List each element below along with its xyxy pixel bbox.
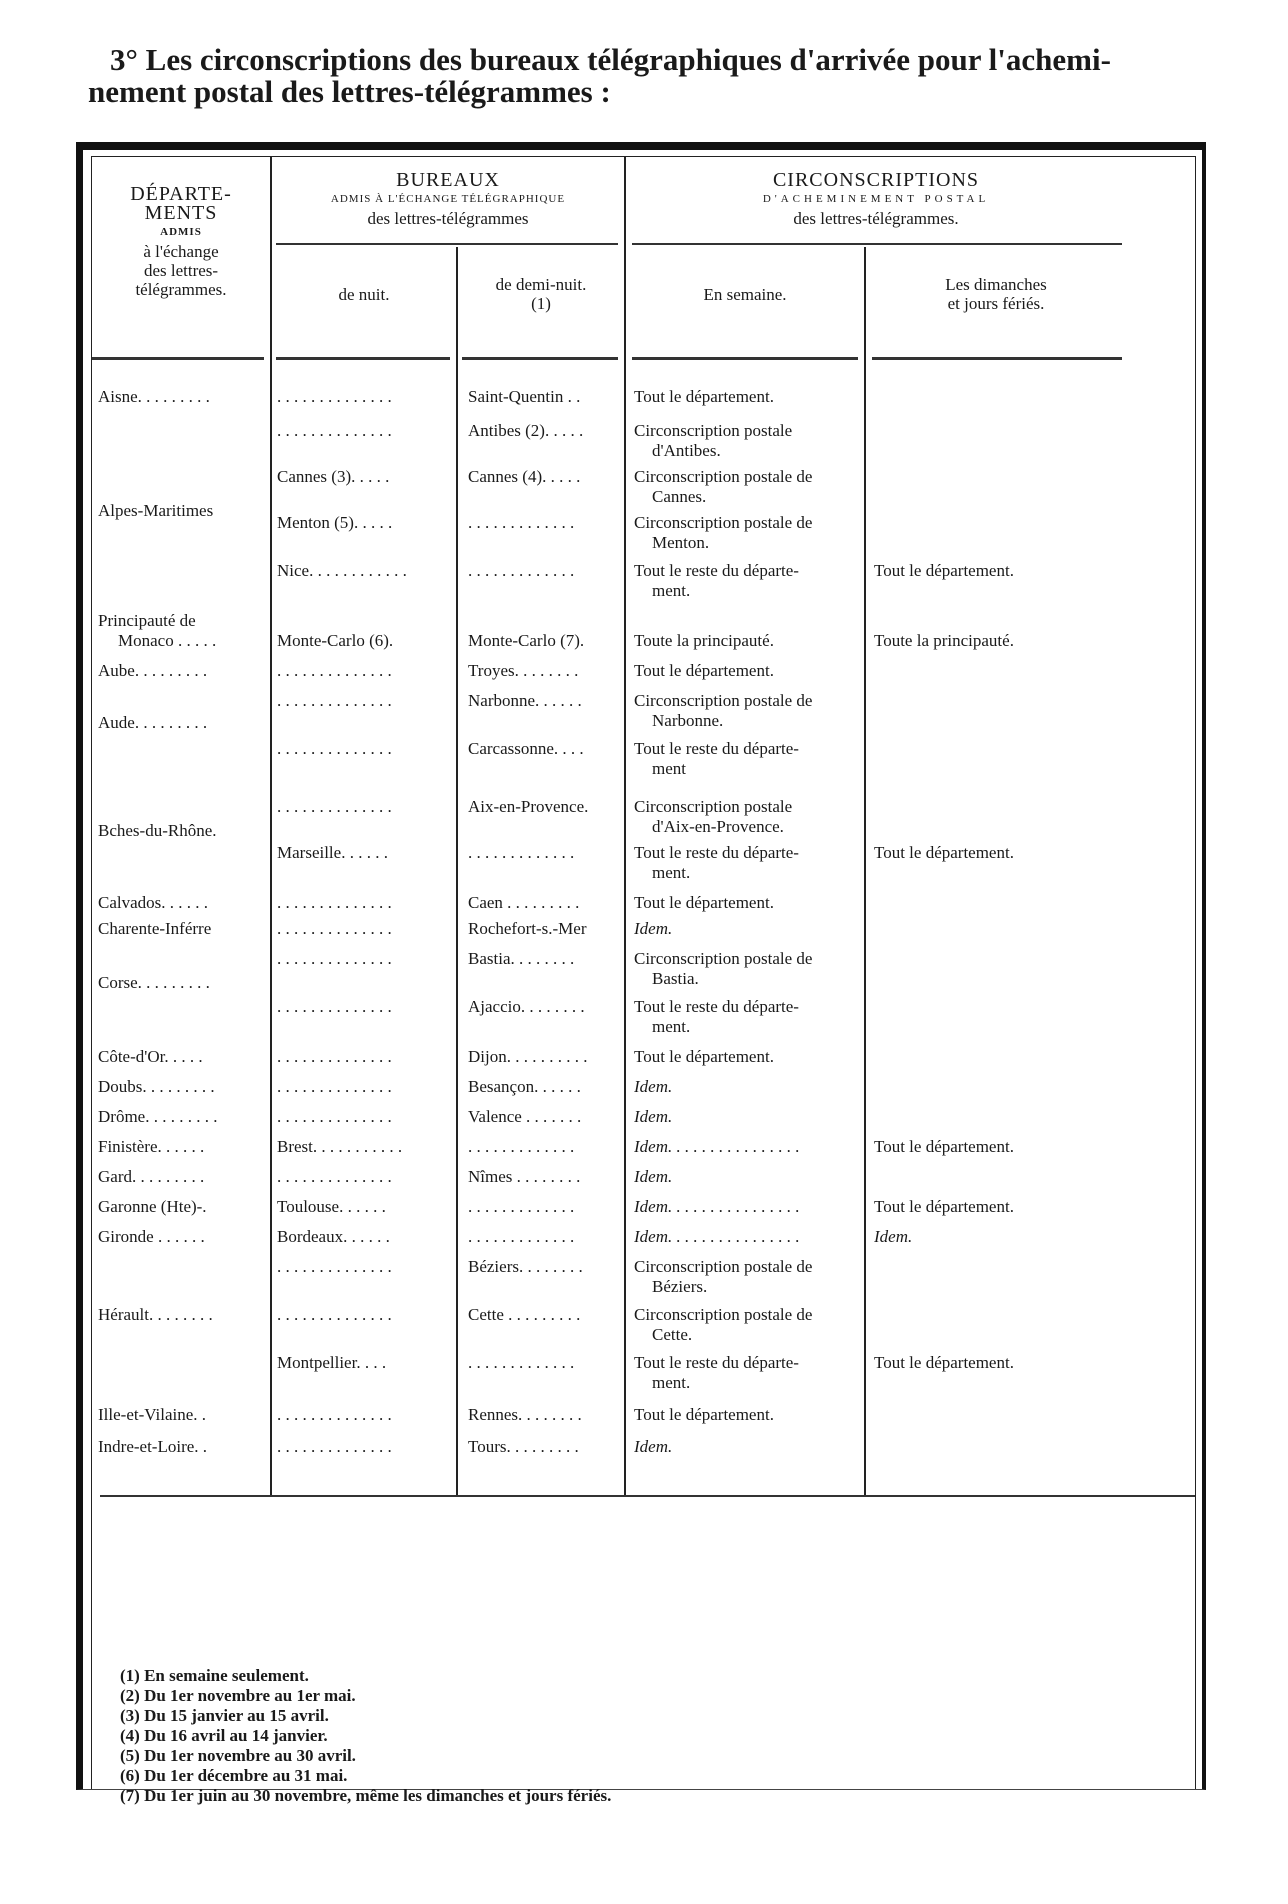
demi-cell: Carcassonne. . . .	[468, 739, 584, 758]
nuit-cell: . . . . . . . . . . . . . .	[277, 919, 392, 938]
dimanche-cell: Tout le département.	[874, 1353, 1014, 1372]
intro-paragraph: 3° Les circonscriptions des bureaux télégraphiques d'arrivée pour l'achemi-nement postal des lettres-télégrammes :	[88, 42, 1111, 109]
header-circ-line3: des lettres-télégrammes.	[793, 209, 959, 228]
semaine-line1: Tout le reste du départe-	[634, 843, 799, 862]
semaine-line1: Tout le reste du départe-	[634, 997, 799, 1016]
semaine-line2: d'Aix-en-Provence.	[652, 817, 784, 836]
nuit-cell: Nice. . . . . . . . . . . .	[277, 561, 407, 580]
semaine-cell: Idem.	[634, 1167, 673, 1186]
demi-cell: Nîmes . . . . . . . .	[468, 1167, 581, 1186]
footnotes	[120, 1666, 1120, 1806]
nuit-cell: . . . . . . . . . . . . . .	[277, 1047, 392, 1066]
footnote-item: (2) Du 1er novembre au 1er mai.	[120, 1686, 356, 1705]
dept-cell: Drôme. . . . . . . . .	[98, 1107, 218, 1126]
demi-cell: Troyes. . . . . . . .	[468, 661, 579, 680]
nuit-cell: . . . . . . . . . . . . . .	[277, 1077, 392, 1096]
header-bureaux-line2: ADMIS À L'ÉCHANGE TÉLÉGRAPHIQUE	[330, 193, 566, 205]
semaine-cell	[634, 1305, 864, 1345]
header-dim-line1: Les dimanches	[945, 275, 1047, 294]
header-circonscriptions	[626, 171, 1126, 228]
demi-cell: Cannes (4). . . . .	[468, 467, 581, 486]
semaine-cell	[634, 843, 864, 883]
dept-cell: Aisne. . . . . . . . .	[98, 387, 210, 406]
demi-cell: Aix-en-Provence.	[468, 797, 589, 816]
header-bureaux-line3: des lettres-télégrammes	[367, 209, 529, 228]
dept-cell: Calvados. . . . . .	[98, 893, 209, 912]
header-dim-line2: et jours fériés.	[947, 294, 1045, 313]
semaine-line1: Circonscription postale	[634, 421, 793, 440]
dept-line1: Principauté de	[98, 611, 196, 630]
nuit-cell: . . . . . . . . . . . . . .	[277, 1167, 392, 1186]
semaine-line2: Narbonne.	[652, 711, 724, 730]
dept-cell: Garonne (Hte)-.	[98, 1197, 207, 1216]
dimanche-cell: Idem.	[874, 1227, 913, 1246]
semaine-line1: Tout le reste du départe-	[634, 1353, 799, 1372]
demi-cell: Béziers. . . . . . . .	[468, 1257, 583, 1276]
nuit-cell: . . . . . . . . . . . . . .	[277, 797, 392, 816]
dimanche-cell: Tout le département.	[874, 1197, 1014, 1216]
semaine-line1: Circonscription postale de	[634, 513, 813, 532]
nuit-cell: Monte-Carlo (6).	[277, 631, 394, 650]
nuit-cell: Bordeaux. . . . . .	[277, 1227, 390, 1246]
semaine-cell: Idem.	[634, 1437, 673, 1456]
nuit-cell: Brest. . . . . . . . . . .	[277, 1137, 403, 1156]
nuit-cell: . . . . . . . . . . . . . .	[277, 1405, 392, 1424]
demi-cell: . . . . . . . . . . . . .	[468, 843, 575, 862]
header-dept-line4: à l'échange	[143, 242, 219, 261]
col-rule-bureaux	[624, 157, 626, 1497]
footnote-item: (5) Du 1er novembre au 30 avril.	[120, 1746, 356, 1765]
footnote-item: (1) En semaine seulement.	[120, 1666, 309, 1685]
semaine-cell	[634, 561, 864, 601]
demi-cell: . . . . . . . . . . . . .	[468, 1197, 575, 1216]
demi-cell: . . . . . . . . . . . . .	[468, 1227, 575, 1246]
semaine-line2: Cette.	[652, 1325, 693, 1344]
semaine-line2: d'Antibes.	[652, 441, 721, 460]
header-circ-line1: CIRCONSCRIPTIONS	[772, 169, 980, 191]
semaine-cell: Tout le département.	[634, 1047, 774, 1066]
dept-cell	[98, 611, 264, 651]
demi-cell: Tours. . . . . . . . .	[468, 1437, 579, 1456]
semaine-cell	[634, 421, 864, 461]
semaine-cell: Tout le département.	[634, 893, 774, 912]
header-rule-nuit	[276, 357, 450, 360]
nuit-cell: Menton (5). . . . .	[277, 513, 393, 532]
dimanche-cell: Tout le département.	[874, 561, 1014, 580]
nuit-cell: . . . . . . . . . . . . . .	[277, 691, 392, 710]
header-rule-semaine	[632, 357, 858, 360]
circ-underline	[632, 243, 1122, 245]
semaine-cell	[634, 739, 864, 779]
semaine-cell: Tout le département.	[634, 661, 774, 680]
dept-cell: Doubs. . . . . . . . .	[98, 1077, 215, 1096]
semaine-cell: Idem. . . . . . . . . . . . . . . .	[634, 1197, 800, 1216]
header-circ-line2: D'ACHEMINEMENT POSTAL	[762, 193, 990, 205]
semaine-cell	[634, 513, 864, 553]
nuit-cell: Toulouse. . . . . .	[277, 1197, 386, 1216]
demi-cell: Rennes. . . . . . . .	[468, 1405, 582, 1424]
semaine-line2: Menton.	[652, 533, 710, 552]
dept-cell: Côte-d'Or. . . . .	[98, 1047, 203, 1066]
col-rule-dept	[270, 157, 272, 1497]
nuit-cell: . . . . . . . . . . . . . .	[277, 421, 392, 440]
semaine-cell: Idem. . . . . . . . . . . . . . . .	[634, 1227, 800, 1246]
header-rule-demi	[462, 357, 618, 360]
demi-cell: Besançon. . . . . .	[468, 1077, 581, 1096]
dept-cell: Corse. . . . . . . . .	[98, 973, 210, 992]
col-rule-nuit	[456, 247, 458, 1497]
demi-cell: . . . . . . . . . . . . .	[468, 1137, 575, 1156]
header-dept-line5: des lettres-	[143, 261, 219, 280]
nuit-cell: . . . . . . . . . . . . . .	[277, 1257, 392, 1276]
dept-cell: Hérault. . . . . . . .	[98, 1305, 213, 1324]
demi-cell: Antibes (2). . . . .	[468, 421, 584, 440]
dept-cell: Charente-Inférre	[98, 919, 212, 938]
demi-cell: . . . . . . . . . . . . .	[468, 561, 575, 580]
semaine-line1: Circonscription postale de	[634, 691, 813, 710]
demi-cell: Caen . . . . . . . . .	[468, 893, 580, 912]
header-rule-dept	[92, 357, 264, 360]
demi-cell: Ajaccio. . . . . . . .	[468, 997, 585, 1016]
header-demi-nuit	[458, 275, 624, 313]
semaine-line1: Circonscription postale	[634, 797, 793, 816]
semaine-cell: Tout le département.	[634, 1405, 774, 1424]
semaine-cell: Idem.	[634, 919, 673, 938]
dept-line2: Monaco . . . . .	[118, 631, 217, 650]
dept-cell: Ille-et-Vilaine. .	[98, 1405, 207, 1424]
semaine-cell	[634, 691, 864, 731]
dept-cell: Aube. . . . . . . . .	[98, 661, 208, 680]
header-dept-line6: télégrammes.	[135, 280, 227, 299]
footnote-item: (4) Du 16 avril au 14 janvier.	[120, 1726, 328, 1745]
demi-cell: Monte-Carlo (7).	[468, 631, 585, 650]
dept-cell: Aude. . . . . . . . .	[98, 713, 208, 732]
header-rule-dim	[872, 357, 1122, 360]
semaine-line2: Cannes.	[652, 487, 707, 506]
semaine-cell: Idem.	[634, 1107, 673, 1126]
table-frame	[76, 142, 1206, 1790]
semaine-cell	[634, 1353, 864, 1393]
nuit-cell: Marseille. . . . . .	[277, 843, 388, 862]
semaine-line2: ment.	[652, 1373, 691, 1392]
dept-cell: Alpes-Maritimes	[98, 501, 214, 520]
semaine-line1: Tout le reste du départe-	[634, 561, 799, 580]
semaine-cell	[634, 949, 864, 989]
demi-cell: Bastia. . . . . . . .	[468, 949, 575, 968]
demi-cell: Saint-Quentin . .	[468, 387, 581, 406]
nuit-cell: . . . . . . . . . . . . . .	[277, 387, 392, 406]
header-bureaux	[272, 171, 624, 228]
nuit-cell: . . . . . . . . . . . . . .	[277, 661, 392, 680]
semaine-cell: Toute la principauté.	[634, 631, 774, 650]
header-semaine: En semaine.	[703, 285, 787, 304]
header-dept-line1: DÉPARTE-	[130, 183, 232, 205]
dept-cell: Bches-du-Rhône.	[98, 821, 217, 840]
header-bureaux-line1: BUREAUX	[396, 169, 500, 191]
nuit-cell: Cannes (3). . . . .	[277, 467, 390, 486]
nuit-cell: . . . . . . . . . . . . . .	[277, 739, 392, 758]
semaine-line2: ment.	[652, 863, 691, 882]
header-dimanches	[866, 275, 1126, 313]
dimanche-cell: Toute la principauté.	[874, 631, 1014, 650]
demi-cell: Cette . . . . . . . . .	[468, 1305, 581, 1324]
col-rule-semaine	[864, 247, 866, 1497]
semaine-line2: ment.	[652, 1017, 691, 1036]
semaine-line1: Circonscription postale de	[634, 949, 813, 968]
header-nuit: de nuit.	[338, 285, 390, 304]
semaine-cell: Idem. . . . . . . . . . . . . . . .	[634, 1137, 800, 1156]
nuit-cell: Montpellier. . . .	[277, 1353, 387, 1372]
header-dept-line2: MENTS	[144, 202, 218, 224]
nuit-cell: . . . . . . . . . . . . . .	[277, 1305, 392, 1324]
semaine-line2: Béziers.	[652, 1277, 708, 1296]
nuit-cell: . . . . . . . . . . . . . .	[277, 893, 392, 912]
semaine-cell	[634, 797, 864, 837]
table-inner	[91, 156, 1196, 1789]
semaine-cell	[634, 1257, 864, 1297]
demi-cell: . . . . . . . . . . . . .	[468, 1353, 575, 1372]
demi-cell: Rochefort-s.-Mer	[468, 919, 587, 938]
nuit-cell: . . . . . . . . . . . . . .	[277, 1107, 392, 1126]
semaine-cell	[634, 997, 864, 1037]
demi-cell: . . . . . . . . . . . . .	[468, 513, 575, 532]
semaine-line1: Circonscription postale de	[634, 1257, 813, 1276]
header-demi-line1: de demi-nuit.	[495, 275, 587, 294]
dept-cell: Gard. . . . . . . . .	[98, 1167, 205, 1186]
semaine-cell: Idem.	[634, 1077, 673, 1096]
dept-cell: Finistère. . . . . .	[98, 1137, 205, 1156]
demi-cell: Dijon. . . . . . . . . .	[468, 1047, 588, 1066]
dimanche-cell: Tout le département.	[874, 843, 1014, 862]
header-demi-line2: (1)	[531, 294, 551, 313]
bureaux-underline	[276, 243, 618, 245]
semaine-line1: Circonscription postale de	[634, 1305, 813, 1324]
dimanche-cell: Tout le département.	[874, 1137, 1014, 1156]
semaine-line1: Tout le reste du départe-	[634, 739, 799, 758]
header-dept-line3: ADMIS	[160, 226, 202, 238]
footnote-item: (6) Du 1er décembre au 31 mai.	[120, 1766, 348, 1785]
nuit-cell: . . . . . . . . . . . . . .	[277, 997, 392, 1016]
footnote-item: (7) Du 1er juin au 30 novembre, même les dimanches et jours fériés.	[120, 1786, 612, 1805]
demi-cell: Valence . . . . . . .	[468, 1107, 582, 1126]
dept-cell: Gironde . . . . . .	[98, 1227, 205, 1246]
semaine-line1: Circonscription postale de	[634, 467, 813, 486]
table-bottom-rule	[100, 1495, 1195, 1497]
footnote-item: (3) Du 15 janvier au 15 avril.	[120, 1706, 329, 1725]
semaine-cell: Tout le département.	[634, 387, 774, 406]
semaine-cell	[634, 467, 864, 507]
dept-cell: Indre-et-Loire. .	[98, 1437, 208, 1456]
demi-cell: Narbonne. . . . . .	[468, 691, 582, 710]
nuit-cell: . . . . . . . . . . . . . .	[277, 949, 392, 968]
semaine-line2: ment.	[652, 581, 691, 600]
semaine-line2: Bastia.	[652, 969, 699, 988]
header-departements	[92, 185, 270, 299]
nuit-cell: . . . . . . . . . . . . . .	[277, 1437, 392, 1456]
semaine-line2: ment	[652, 759, 686, 778]
